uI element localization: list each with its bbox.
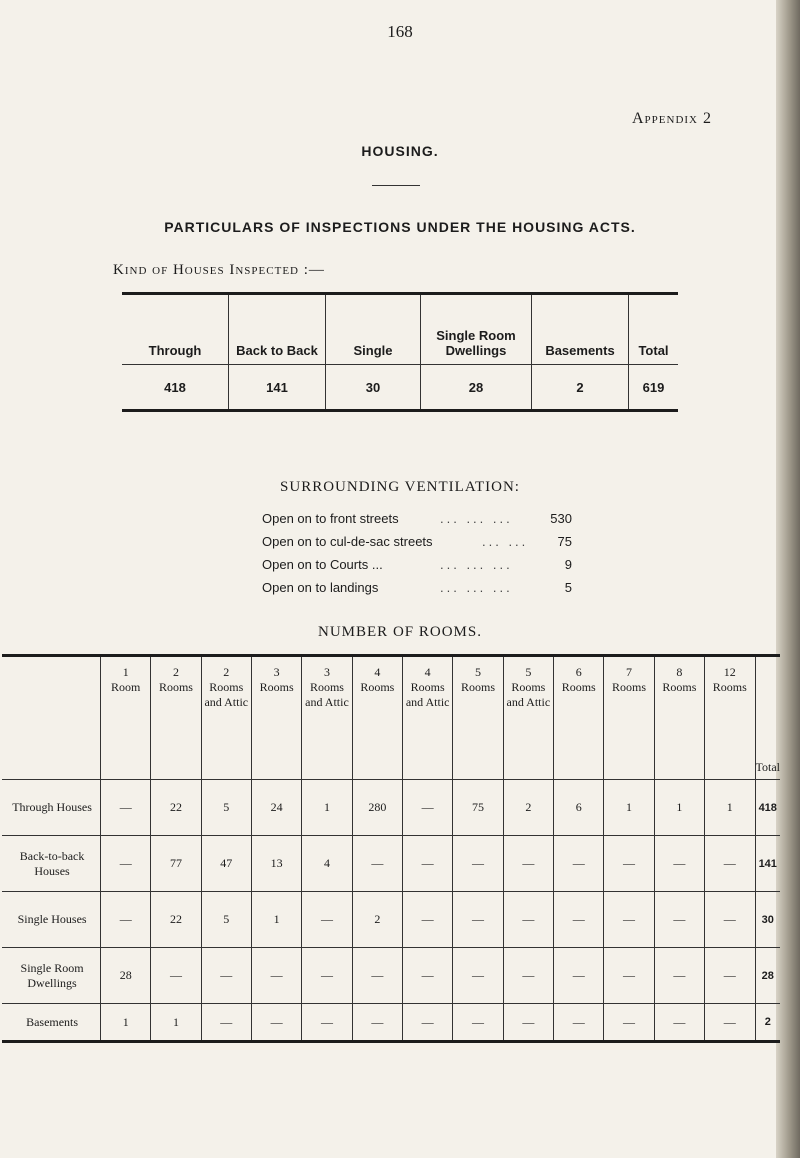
rooms-cell: —	[654, 948, 704, 1004]
rooms-count: 7	[626, 665, 633, 679]
rooms-count: 3	[323, 665, 330, 679]
rooms-count: 6	[575, 665, 582, 679]
kind-of-houses-table	[122, 292, 678, 412]
rooms-kind: Rooms	[612, 680, 647, 694]
rooms-cell: 2	[503, 780, 553, 836]
rooms-cell: —	[604, 948, 654, 1004]
rooms-cell: 1	[302, 780, 352, 836]
rooms-count: 8	[676, 665, 683, 679]
kind-value-cell: 619	[629, 365, 679, 411]
rooms-header-row	[2, 656, 780, 780]
rooms-kind: Rooms	[461, 680, 496, 694]
row-total: 141	[755, 836, 780, 892]
rooms-cell: —	[604, 836, 654, 892]
rooms-cell: 77	[151, 836, 201, 892]
rooms-cell: —	[151, 948, 201, 1004]
rooms-kind: Rooms	[712, 680, 747, 694]
ventilation-label: Open on to landings	[262, 580, 379, 595]
ventilation-value: 5	[564, 580, 572, 595]
row-label: Through Houses	[2, 780, 101, 836]
rooms-header-cell	[403, 656, 453, 780]
rooms-count: 12	[723, 665, 736, 679]
rooms-cell: 22	[151, 780, 201, 836]
rooms-kind: Rooms and Attic	[204, 680, 249, 709]
rooms-cell: 280	[352, 780, 402, 836]
rooms-header-cell	[101, 656, 151, 780]
rooms-cell: —	[604, 892, 654, 948]
rooms-cell: —	[352, 1004, 402, 1042]
rooms-count: 3	[273, 665, 280, 679]
divider	[372, 185, 420, 186]
rooms-cell: 4	[302, 836, 352, 892]
rooms-header-cell	[503, 656, 553, 780]
rooms-cell: —	[101, 780, 151, 836]
rooms-cell: —	[503, 948, 553, 1004]
rooms-cell: —	[453, 1004, 503, 1042]
rooms-cell: —	[201, 1004, 251, 1042]
ventilation-value: 9	[564, 557, 572, 572]
ventilation-row	[262, 507, 572, 530]
rooms-cell: 75	[453, 780, 503, 836]
number-of-rooms-table	[2, 654, 780, 1043]
appendix-label: Appendix 2	[632, 110, 713, 127]
rooms-row	[2, 892, 780, 948]
rooms-count: 4	[374, 665, 381, 679]
row-label: Back-to-back Houses	[2, 836, 101, 892]
rooms-cell: 6	[554, 780, 604, 836]
kind-header-cell: Basements	[532, 294, 629, 365]
rooms-kind: Rooms	[561, 680, 596, 694]
rooms-title: NUMBER OF ROOMS.	[318, 624, 482, 640]
kind-header-cell: Single	[326, 294, 421, 365]
kind-value-cell: 30	[326, 365, 421, 411]
kind-header-cell: Total	[629, 294, 679, 365]
rooms-kind: Rooms and Attic	[506, 680, 551, 709]
ventilation-value: 530	[550, 511, 572, 526]
rooms-row	[2, 836, 780, 892]
rooms-cell: —	[503, 892, 553, 948]
total-header: Total	[755, 656, 780, 780]
rooms-cell: —	[654, 836, 704, 892]
rooms-count: 5	[475, 665, 482, 679]
row-label-header	[2, 656, 101, 780]
rooms-header-cell	[201, 656, 251, 780]
rooms-cell: —	[251, 948, 301, 1004]
kind-header-cell: Through	[148, 343, 202, 358]
rooms-cell: —	[403, 1004, 453, 1042]
ventilation-label: Open on to Courts ...	[262, 557, 383, 572]
rooms-cell: —	[453, 948, 503, 1004]
rooms-count: 1	[122, 665, 129, 679]
rooms-cell: 2	[352, 892, 402, 948]
rooms-cell: 24	[251, 780, 301, 836]
rooms-cell: —	[352, 836, 402, 892]
rooms-cell: 47	[201, 836, 251, 892]
rooms-cell: —	[453, 836, 503, 892]
particulars-title: PARTICULARS OF INSPECTIONS UNDER THE HOUSING ACTS.	[164, 219, 636, 235]
rooms-row	[2, 780, 780, 836]
rooms-cell: 5	[201, 892, 251, 948]
rooms-cell: —	[503, 1004, 553, 1042]
rooms-header-cell	[654, 656, 704, 780]
rooms-header-cell	[604, 656, 654, 780]
kind-value-cell: 141	[229, 365, 326, 411]
rooms-cell: —	[654, 892, 704, 948]
rooms-count: 2	[172, 665, 179, 679]
ventilation-row	[262, 576, 572, 599]
row-label: Single Houses	[2, 892, 101, 948]
rooms-cell: —	[403, 780, 453, 836]
rooms-cell: 1	[101, 1004, 151, 1042]
rooms-header-cell	[705, 656, 755, 780]
rooms-kind: Rooms	[360, 680, 395, 694]
rooms-cell: 1	[251, 892, 301, 948]
rooms-kind: Room	[111, 680, 141, 694]
ventilation-row	[262, 530, 572, 553]
rooms-cell: —	[403, 892, 453, 948]
kind-header-cell: Back to Back	[229, 294, 326, 365]
rooms-cell: 22	[151, 892, 201, 948]
kind-value-cell: 418	[122, 365, 229, 411]
ventilation-value: 75	[557, 534, 572, 549]
rooms-cell: —	[554, 836, 604, 892]
row-total: 2	[755, 1004, 780, 1042]
rooms-cell: 1	[604, 780, 654, 836]
rooms-cell: 5	[201, 780, 251, 836]
rooms-cell: —	[604, 1004, 654, 1042]
housing-title: HOUSING.	[361, 143, 439, 159]
rooms-kind: Rooms	[259, 680, 294, 694]
rooms-cell: 28	[101, 948, 151, 1004]
rooms-cell: —	[201, 948, 251, 1004]
rooms-kind: Rooms and Attic	[305, 680, 349, 709]
kind-value-cell: 2	[532, 365, 629, 411]
rooms-cell: 1	[151, 1004, 201, 1042]
rooms-cell: —	[554, 892, 604, 948]
rooms-count: 5	[525, 665, 532, 679]
rooms-cell: —	[101, 836, 151, 892]
kind-header-row	[122, 294, 678, 365]
rooms-header-cell	[151, 656, 201, 780]
rooms-cell: —	[101, 892, 151, 948]
leader-dots: ... ... ...	[440, 511, 513, 526]
rooms-cell: 1	[705, 780, 755, 836]
rooms-header-cell	[251, 656, 301, 780]
ventilation-label: Open on to cul-de-sac streets	[262, 534, 433, 549]
rooms-row	[2, 948, 780, 1004]
rooms-cell: —	[302, 1004, 352, 1042]
page-number: 168	[387, 22, 413, 41]
leader-dots: ... ...	[482, 534, 529, 549]
ventilation-label: Open on to front streets	[262, 511, 399, 526]
rooms-cell: —	[251, 1004, 301, 1042]
kind-value-cell: 28	[421, 365, 532, 411]
rooms-cell: —	[302, 892, 352, 948]
rooms-cell: 1	[654, 780, 704, 836]
row-total: 418	[755, 780, 780, 836]
rooms-body	[2, 780, 780, 1042]
rooms-count: 2	[223, 665, 230, 679]
rooms-cell: —	[554, 948, 604, 1004]
rooms-cell: —	[302, 948, 352, 1004]
rooms-kind: Rooms and Attic	[405, 680, 450, 709]
kind-value-row	[122, 365, 678, 411]
rooms-header-cell	[453, 656, 503, 780]
rooms-cell: —	[654, 1004, 704, 1042]
row-total: 28	[755, 948, 780, 1004]
rooms-cell: —	[705, 836, 755, 892]
leader-dots: ... ... ...	[440, 557, 513, 572]
rooms-row	[2, 1004, 780, 1042]
rooms-cell: —	[705, 892, 755, 948]
row-total: 30	[755, 892, 780, 948]
rooms-kind: Rooms	[662, 680, 697, 694]
rooms-header-cell	[352, 656, 402, 780]
rooms-kind: Rooms	[158, 680, 193, 694]
rooms-header-cell	[554, 656, 604, 780]
kind-header-cell: Single Room Dwellings	[421, 294, 532, 365]
row-label: Basements	[2, 1004, 101, 1042]
rooms-cell: —	[403, 948, 453, 1004]
ventilation-list	[262, 507, 572, 599]
ventilation-row	[262, 553, 572, 576]
rooms-cell: —	[503, 836, 553, 892]
rooms-cell: —	[352, 948, 402, 1004]
leader-dots: ... ... ...	[440, 580, 513, 595]
kind-heading: Kind of Houses Inspected :—	[113, 262, 325, 278]
rooms-cell: —	[403, 836, 453, 892]
rooms-cell: —	[705, 948, 755, 1004]
rooms-count: 4	[424, 665, 431, 679]
rooms-cell: 13	[251, 836, 301, 892]
rooms-header-cell	[302, 656, 352, 780]
rooms-cell: —	[453, 892, 503, 948]
row-label: Single Room Dwellings	[2, 948, 101, 1004]
rooms-cell: —	[705, 1004, 755, 1042]
rooms-cell: —	[554, 1004, 604, 1042]
ventilation-title: SURROUNDING VENTILATION:	[280, 479, 520, 495]
